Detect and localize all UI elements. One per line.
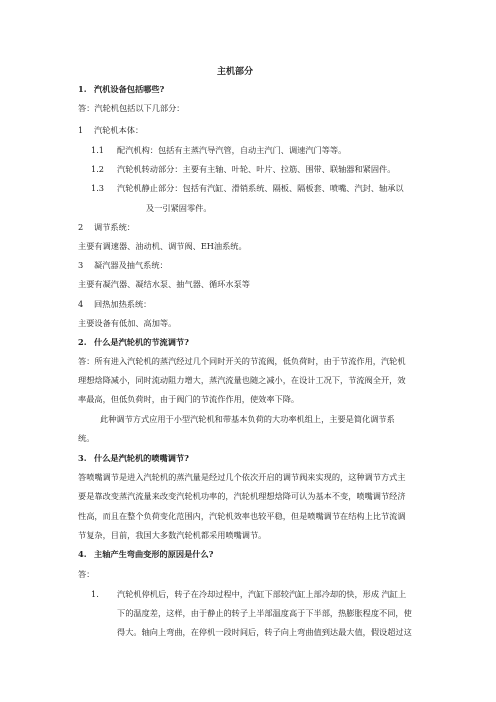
q4-number: 4.: [78, 549, 87, 559]
q1-section-4-text: 主要设备有低加、高加等。: [78, 318, 177, 328]
q1-item-1-3-continued: 及一引紧固零件。: [146, 203, 212, 213]
q4-answer-label: 答：: [78, 569, 95, 579]
q4-item-1-number: 1.: [91, 589, 99, 599]
q2-answer-line-3: 率最高，但低负荷时，由于阀门的节流作作用，使效率下降。: [78, 394, 300, 404]
q3-number: 3.: [78, 453, 87, 463]
q2-answer-line-1: 答：所有进入汽轮机的蒸汽经过几个同时开关的节流阀，低负荷时，由于节流作用，汽轮机: [78, 356, 406, 366]
q1-section-3-label: 凝汽器及抽气系统：: [94, 260, 168, 270]
page-title: 主机部分: [217, 67, 254, 77]
q1-item-1-3-text: 汽轮机静止部分：包括有汽缸、滑销系统、隔板、隔板套、喷嘴、汽封、轴承以: [117, 183, 404, 193]
q1-section-4-number: 4: [78, 299, 84, 309]
q1-section-3-text: 主要有凝汽器、凝结水泵、抽气器、循环水泵等: [78, 279, 250, 289]
q1-section-2-number: 2: [78, 222, 84, 232]
q1-answer-intro: 答：汽轮机包括以下几部分：: [78, 103, 185, 113]
q1-section-2-label: 调节系统：: [94, 222, 135, 232]
q1-item-1-2-text: 汽轮机转动部分：主要有主轴、叶轮、叶片、拉筋、围带、联轴器和紧固件。: [117, 164, 396, 174]
q3-answer-line-4: 节复杂，目前，我国大多数汽轮机都采用喷嘴调节。: [78, 530, 267, 540]
q2-number: 2.: [78, 337, 87, 347]
q4-heading: 主轴产生弯曲变形的原因是什么?: [94, 549, 214, 559]
q2-heading: 什么是汽轮机的节流调节?: [94, 337, 189, 347]
q4-item-1-line-1: 汽轮机停机后，转子在冷却过程中，汽缸下部较汽缸上部冷却的快，形成 汽缸上: [117, 589, 407, 599]
q1-item-1-1-text: 配汽机构：包括有主蒸汽导汽管，自动主汽门、调速汽门等等。: [117, 145, 347, 155]
q2-paragraph-2-line-2: 统。: [78, 433, 95, 443]
q1-item-1-1-number: 1.1: [91, 145, 105, 155]
q1-heading: 汽机设备包括哪些?: [94, 84, 165, 94]
q3-heading: 什么是汽轮机的喷嘴调节?: [94, 453, 189, 463]
q1-number: 1.: [78, 84, 87, 94]
q3-answer-line-2: 要是靠改变蒸汽流量来改变汽轮机功率的，汽轮机理想焓降可认为基本不变，喷嘴调节经济: [78, 491, 406, 501]
q3-answer-line-1: 答喷嘴调节是进入汽轮机的蒸汽量是经过几个依次开启的调节阀来实现的，这种调节方式主: [78, 472, 406, 482]
q2-paragraph-2-line-1: 此种调节方式应用于小型汽轮机和带基本负荷的大功率机组上，主要是简化调节系: [100, 414, 395, 424]
q3-answer-line-3: 性高，而且在整个负荷变化范围内，汽轮机效率也较平稳，但是喷嘴调节在结构上比节流调: [78, 511, 406, 521]
q1-section-2-text: 主要有调速器、油动机、调节阀、EH油系统。: [78, 241, 247, 251]
q1-section-3-number: 3: [78, 260, 84, 270]
q2-answer-line-2: 理想焓降减小，同时流动阻力增大，蒸汽流量也随之减小，在设计工况下，节流阀全开，效: [78, 375, 406, 385]
q1-item-1-3-number: 1.3: [91, 183, 105, 193]
q4-item-1-line-3: 得大。轴向上弯曲，在停机一段时间后，转子向上弯曲值到达最大值，假设超过这: [117, 627, 412, 637]
q4-item-1-line-2: 下的温度差，这样，由于静止的转子上半部温度高于下半部，热膨胀程度不同，使: [117, 608, 412, 618]
q1-item-1-2-number: 1.2: [91, 164, 105, 174]
q1-section-1-label: 汽轮机本体：: [94, 125, 144, 135]
q1-section-4-label: 回热加热系统：: [94, 299, 152, 309]
q1-section-1-number: 1: [78, 125, 84, 135]
